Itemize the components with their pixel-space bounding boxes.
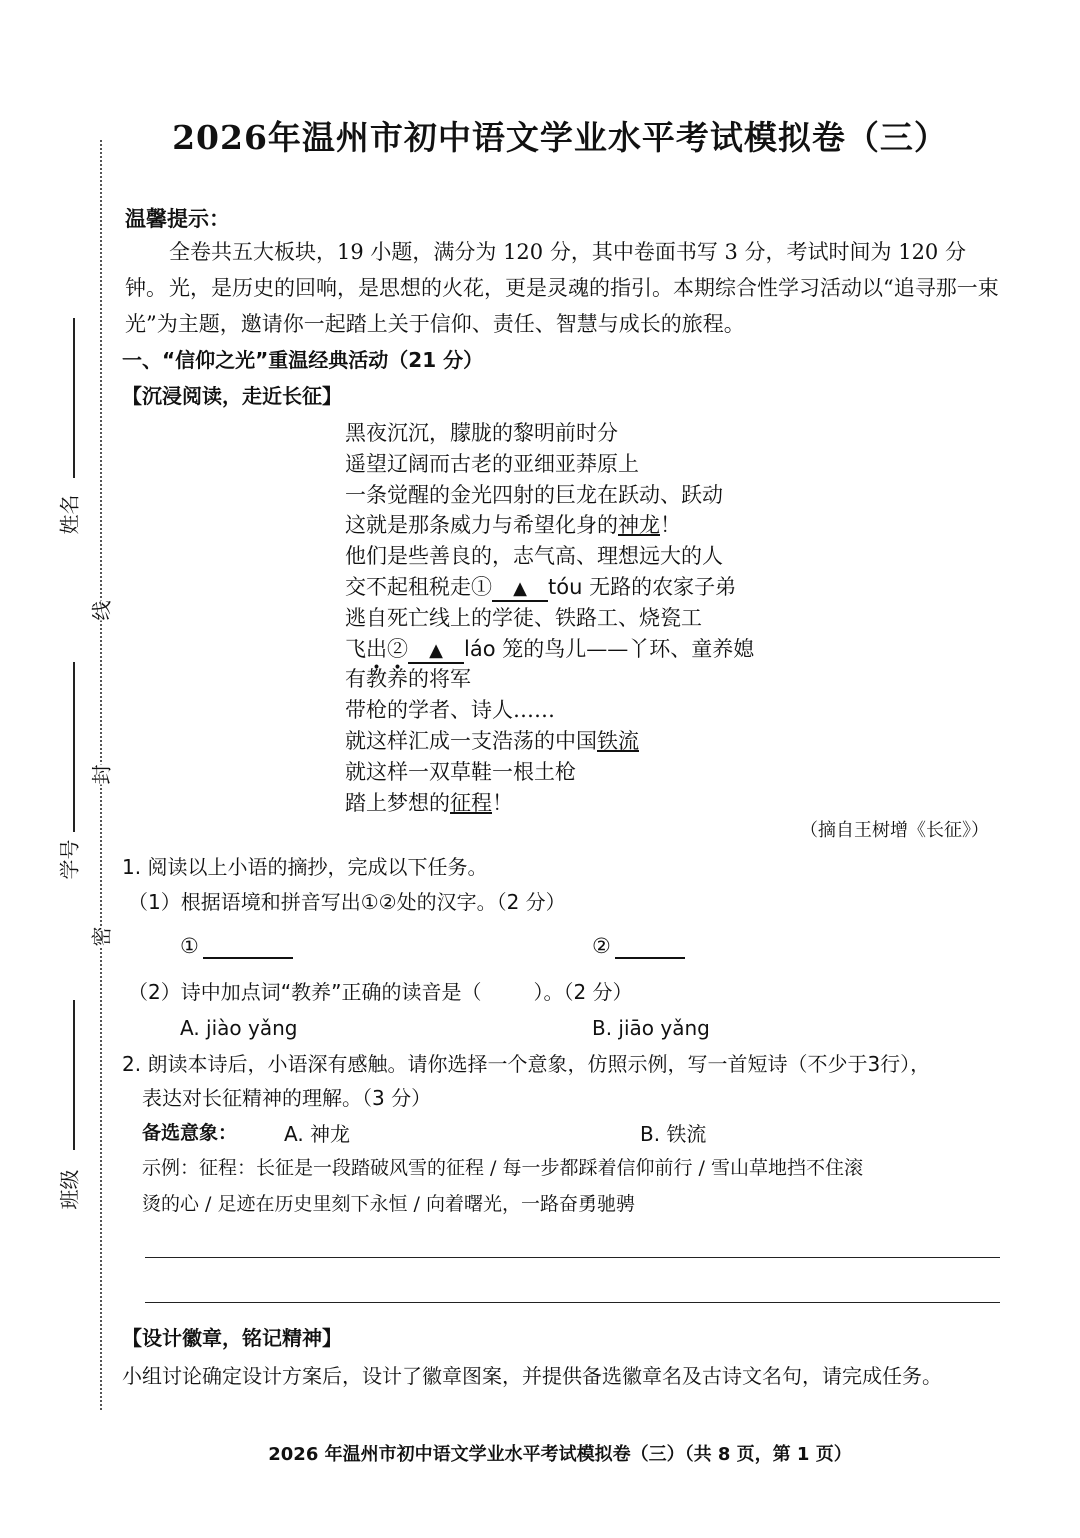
- poem-line-9: 有教养的将军: [345, 667, 471, 692]
- q1-answer-2: ②: [592, 934, 685, 959]
- seal-char-line: 线: [86, 601, 115, 621]
- tips-paragraph-2: 光，是历史的回响，是思想的火花，更是灵魂的指引。本期综合性学习活动以“追寻那一束光”为主题，邀请你一起踏上关于信仰、责任、智慧与成长的旅程。: [125, 276, 999, 336]
- student-id-label: 学号: [57, 839, 82, 880]
- q2-answer-line-1[interactable]: [145, 1257, 1000, 1258]
- q1-sub1: （1）根据语境和拼音写出①②处的汉字。（2 分）: [128, 890, 566, 914]
- tips-heading: 温馨提示：: [125, 206, 230, 231]
- q2-example-line-2: 烫的心 / 足迹在历史里刻下永恒 / 向着曙光，一路奋勇驰骋: [142, 1193, 635, 1215]
- binding-margin: [0, 0, 120, 1538]
- poem-excerpt: [345, 418, 754, 818]
- seal-char-seal: 封: [86, 765, 115, 785]
- poem-line-11: 就这样汇成一支浩荡的中国铁流: [345, 728, 639, 753]
- poem-line-6: 交不起租税走① ▲ tóu 无路的农家子弟: [345, 572, 754, 603]
- poem-line-10: 带枪的学者、诗人……: [345, 698, 555, 723]
- poem-line-4: 这就是那条威力与希望化身的神龙！: [345, 513, 681, 538]
- q2-answer-line-2[interactable]: [145, 1302, 1000, 1303]
- q2-option-b: B. 铁流: [640, 1122, 707, 1146]
- q2-options-label: 备选意象：: [142, 1122, 238, 1144]
- poem-line-5: 他们是些善良的，志气高、理想远大的人: [345, 544, 723, 569]
- poem-line-7: 逃自死亡线上的学徒、铁路工、烧瓷工: [345, 605, 702, 630]
- underlined-zhengcheng: 征程: [450, 790, 492, 815]
- badge-section-heading: 【设计徽章，铭记精神】: [122, 1326, 342, 1350]
- poem-line-1: 黑夜沉沉，朦胧的黎明前时分: [345, 421, 618, 445]
- q1-stem: 1. 阅读以上小语的摘抄，完成以下任务。: [122, 855, 488, 879]
- seal-char-dense: 密: [86, 927, 115, 947]
- badge-section-text: 小组讨论确定设计方案后，设计了徽章图案，并提供备选徽章名及古诗文名句，请完成任务。: [122, 1364, 942, 1388]
- section1-sub-heading: 【沉浸阅读，走近长征】: [122, 384, 342, 408]
- dotted-char-jiao: 教: [366, 667, 387, 692]
- dotted-char-yang: 养: [387, 667, 408, 692]
- class-write-line[interactable]: [73, 1000, 75, 1150]
- q2-example-line-1: 示例：征程：长征是一段踏破风雪的征程 / 每一步都踩着信仰前行 / 雪山草地挡不住滚: [142, 1157, 863, 1179]
- pinyin-lao: láo: [464, 636, 496, 661]
- class-label: 班级: [57, 1169, 82, 1210]
- q2-stem-line-2: 表达对长征精神的理解。（3 分）: [142, 1086, 432, 1110]
- poem-line-2: 遥望辽阔而古老的亚细亚莽原上: [345, 451, 639, 476]
- pinyin-tou: tóu: [548, 574, 583, 599]
- underlined-shenlong: 神龙: [618, 513, 660, 538]
- q1-option-a: A. jiào yǎng: [180, 1016, 298, 1040]
- underlined-tieliu: 铁流: [597, 728, 639, 753]
- poem-source: （摘自王树增《长征》）: [800, 820, 989, 841]
- q1-answer-1-blank[interactable]: [203, 935, 293, 959]
- name-label: 姓名: [57, 494, 82, 535]
- blank-1[interactable]: ▲: [492, 578, 548, 602]
- section1-heading: 一、“信仰之光”重温经典活动（21 分）: [122, 348, 484, 372]
- poem-line-13: 踏上梦想的征程！: [345, 790, 513, 815]
- name-write-line[interactable]: [73, 318, 75, 478]
- q1-option-b: B. jiāo yǎng: [592, 1016, 710, 1040]
- q1-sub2: （2）诗中加点词“教养”正确的读音是（ ）。（2 分）: [128, 980, 633, 1004]
- exam-title: 2026年温州市初中语文学业水平考试模拟卷（三）: [172, 118, 948, 157]
- blank-2[interactable]: ▲: [408, 640, 464, 664]
- q2-stem-line-1: 2. 朗读本诗后，小语深有感触。请你选择一个意象，仿照示例，写一首短诗（不少于3行），: [122, 1052, 931, 1076]
- poem-line-8: 飞出② ▲ láo 笼的鸟儿——丫环、童养媳: [345, 634, 754, 665]
- poem-line-12: 就这样一双草鞋一根土枪: [345, 759, 576, 784]
- q1-answer-1: ①: [180, 934, 293, 959]
- q1-answer-2-blank[interactable]: [615, 935, 685, 959]
- page-footer: 2026 年温州市初中语文学业水平考试模拟卷（三）（共 8 页，第 1 页）: [268, 1444, 852, 1465]
- tips-paragraph-1: 全卷共五大板块，19 小题，满分为 120 分，其中卷面书写 3 分，考试时间为 120 分钟。: [125, 240, 966, 300]
- q2-option-a: A. 神龙: [284, 1122, 351, 1146]
- student-id-write-line[interactable]: [73, 662, 75, 832]
- poem-line-3: 一条觉醒的金光四射的巨龙在跃动、跃动: [345, 482, 723, 507]
